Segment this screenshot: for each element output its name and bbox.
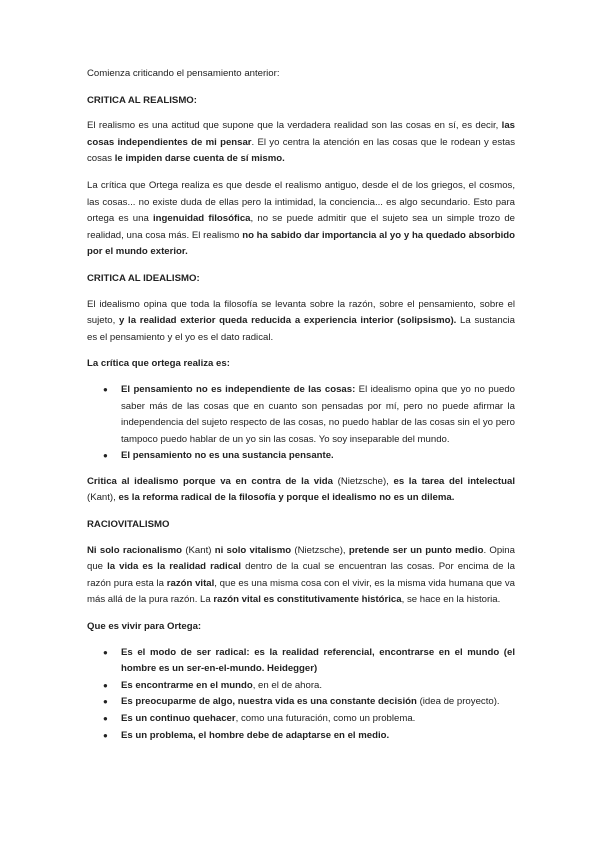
list-item: ● Es el modo de ser radical: es la realidad referencial, encontrarse en el mundo (el hombre es un ser-en-el-mundo. Heidegger) bbox=[87, 645, 515, 678]
list-item: ● El pensamiento no es una sustancia pensante. bbox=[87, 448, 515, 465]
paragraph-critica-ortega-realismo: La crítica que Ortega realiza es que desde el realismo antiguo, desde el de los griegos, el cosmos, las cosas... no existe duda de ellas pero la intimidad, la conciencia... es algo secundario. Esto para ortega es una ingenuidad filosófica, no se puede admitir que el sujeto sea un simple trozo de realidad, una cosa más. El realismo no ha sabido dar importancia al yo y ha quedado absorbido por el mundo exterior. bbox=[87, 179, 515, 258]
heading-critica-realismo: CRITICA AL REALISMO: bbox=[87, 94, 197, 106]
heading-raciovitalismo: RACIOVITALISMO bbox=[87, 519, 170, 531]
paragraph-idealismo-definicion: El idealismo opina que toda la filosofía se levanta sobre la razón, sobre el pensamiento, sobre el sujeto, y la realidad exterior queda reducida a experiencia interior (solipsismo). La sustancia es el pensamiento y el yo es el dato radical. bbox=[87, 298, 515, 343]
heading-critica-idealismo: CRITICA AL IDEALISMO: bbox=[87, 272, 200, 284]
list-item: ● Es preocuparme de algo, nuestra vida es una constante decisión (idea de proyecto). bbox=[87, 694, 515, 711]
paragraph-realismo-definicion: El realismo es una actitud que supone que la verdadera realidad son las cosas en sí, es decir, las cosas independientes de mi pensar. El yo centra la atención en las cosas que le rodean y estas cosas le impiden darse cuenta de sí mismo. bbox=[87, 120, 515, 165]
list-critica-idealismo bbox=[87, 382, 515, 465]
list-item: ● El pensamiento no es independiente de las cosas: El idealismo opina que yo no puedo saber más de las cosas que en cuanto son pensadas por mí, pero no puede afirmar la independencia del sujeto respecto de las cosas, no puedo hablar de las cosas sin el yo pero tampoco puedo hablar de un yo sin las cosas. Yo soy inseparable del mundo. bbox=[87, 382, 515, 448]
label-que-es-vivir: Que es vivir para Ortega: bbox=[87, 621, 202, 633]
intro-text: Comienza criticando el pensamiento anterior: bbox=[87, 68, 280, 79]
list-que-es-vivir bbox=[87, 645, 515, 745]
paragraph-raciovitalismo: Ni solo racionalismo (Kant) ni solo vitalismo (Nietzsche), pretende ser un punto medio. Opina que la vida es la realidad radical dentro de la cual se encuentran las cosas. Por encima de la razón pura esta la razón vital, que es una misma cosa con el vivir, es la misma vida humana que va más allá de la pura razón. La razón vital es constitutivamente histórica, se hace en la historia. bbox=[87, 544, 516, 606]
document-page bbox=[87, 66, 515, 753]
label-critica-ortega: La crítica que ortega realiza es: bbox=[87, 358, 230, 370]
list-item: ● Es un problema, el hombre debe de adaptarse en el medio. bbox=[87, 728, 515, 745]
paragraph-critica-idealismo-vida: Critica al idealismo porque va en contra de la vida (Nietzsche), es la tarea del intelectual (Kant), es la reforma radical de la filosofía y porque el idealismo no es un dilema. bbox=[87, 475, 515, 504]
list-item: ● Es un continuo quehacer, como una futuración, como un problema. bbox=[87, 711, 515, 728]
list-item: ● Es encontrarme en el mundo, en el de ahora. bbox=[87, 678, 515, 695]
